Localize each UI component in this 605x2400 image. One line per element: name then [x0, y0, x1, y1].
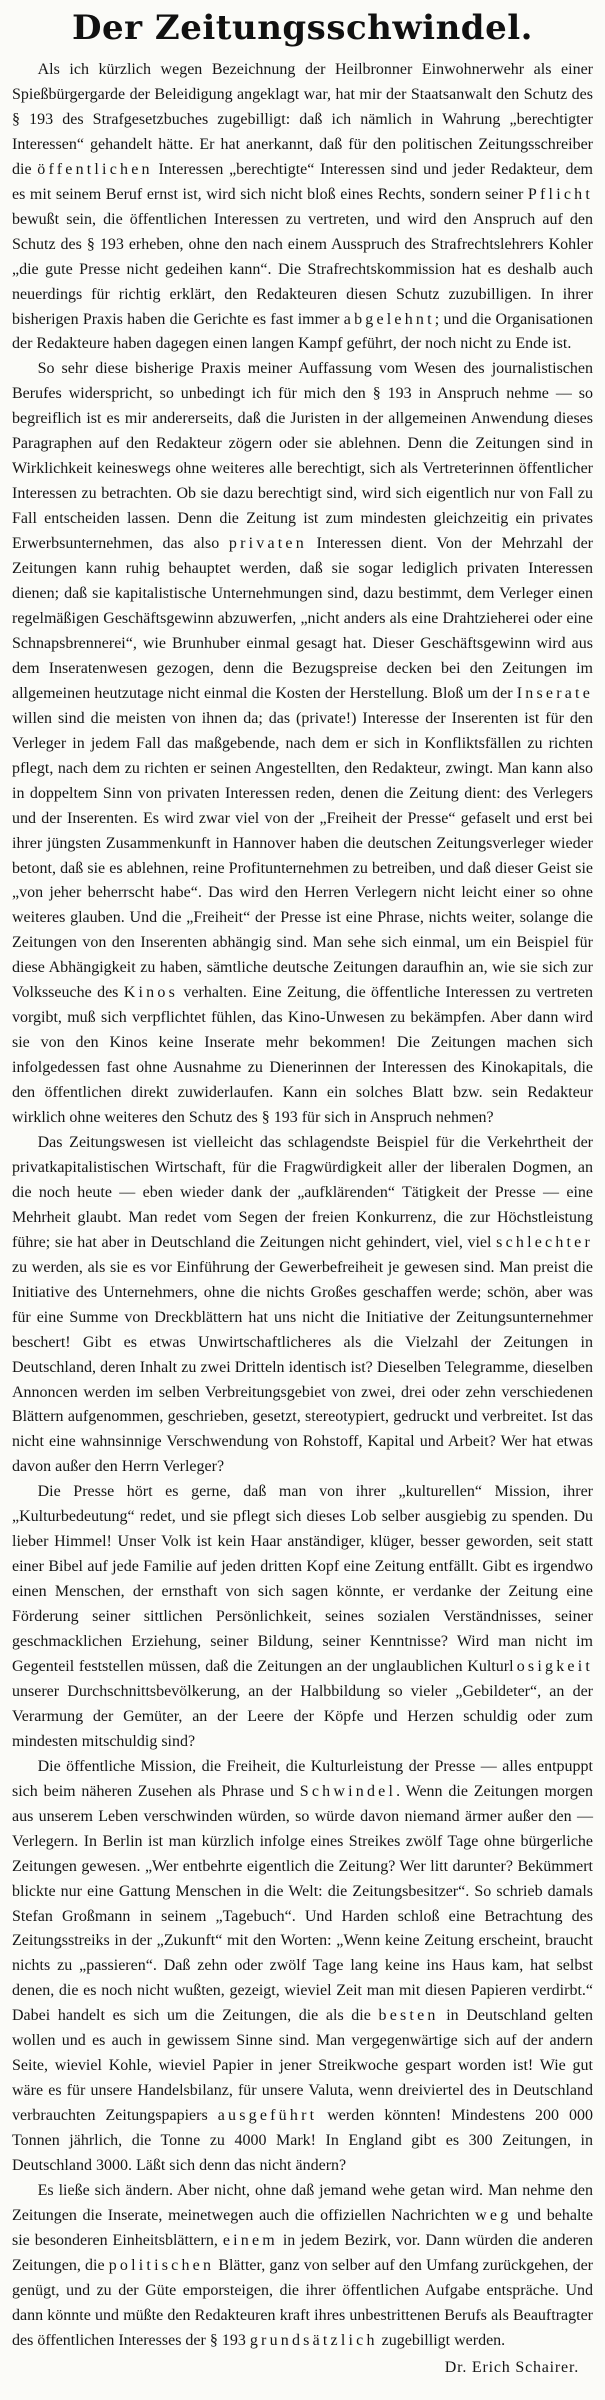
spaced-emphasis: Inserate [516, 684, 593, 702]
text-run: und behalte sie besonderen Einheitsblättern, [12, 2206, 593, 2249]
text-run: in jedem Bezirk, vor. Dann würden die anderen Zeitungen, die [12, 2231, 594, 2274]
spaced-emphasis: weg [475, 2206, 512, 2224]
spaced-emphasis: politischen [108, 2256, 215, 2274]
spaced-emphasis: abgelehnt [343, 310, 435, 328]
spaced-emphasis: ausgeführt [217, 2107, 318, 2125]
text-run: Die Presse hört es gerne, daß man von ihrer „kulturellen“ Mission, ihrer „Kulturbedeutung“ redet, und sie pflegt sich dieses Lob selber ausgiebig zu spenden. Du lieber Himmel! Unser Volk ist kein Haar anständiger, klüger, besser geworden, seit statt einer Bibel auf jede Familie auf jeden dritten Kopf eine Zeitung entfällt. Gibt es irgendwo einen Menschen, der ernsthaft von sich sagen könnte, er verdanke der Zeitung eine Förderung seiner sittlichen Persönlichkeit, seines sozialen Verständnisses, seiner geschmacklichen Erziehung, seiner Bildung, seiner Kenntnisse? Wird man nicht im Gegenteil feststellen müssen, daß die Zeitungen an der unglaublichen Kultur [12, 1483, 593, 1675]
article-column [12, 6, 593, 2381]
spaced-emphasis: losigkeit [509, 1658, 593, 1675]
article-paragraph [12, 357, 593, 1131]
spaced-emphasis: besten [378, 2007, 439, 2025]
spaced-emphasis: schlechter [496, 1233, 593, 1251]
article-paragraph [12, 1131, 593, 1480]
text-run: Die öffentliche Mission, die Freiheit, die Kulturleistung der Presse — alles entpuppt sich beim näheren Zusehen als Phrase und [12, 1757, 593, 1800]
text-run: zugebilligt werden. [377, 2331, 506, 2349]
text-run: verhalten. Eine Zeitung, die öffentliche Interessen zu vertreten vorgibt, muß sich verpflichtet fühlen, das Kino-Unwesen zu bekämpfen. Aber dann wird sie von den Kinos keine Inserate mehr bekommen! Die Zeitungen machen sich infolgedessen fast ohne Ausnahme zu Dienerinnen der Interessen des Kinokapitals, die den öffentlichen direkt zuwiderlaufen. Kann ein solches Blatt bzw. sein Redakteur wirklich ohne weiteres den Schutz des § 193 für sich in Anspruch nehmen? [12, 984, 593, 1127]
text-run: So sehr diese bisherige Praxis meiner Auffassung vom Wesen des journalistischen Berufes widerspricht, so unbedingt ich für mich den § 193 in Anspruch nehme — so begreiflich ist es mir andererseits, daß die Juristen in der allgemeinen Anwendung dieses Paragraphen auf den Redakteur zögern oder sie ablehnen. Denn die Zeitungen sind in Wirklichkeit keineswegs ohne weiteres alle berechtigt, sich als Vertreterinnen öffentlicher Interessen zu betrachten. Ob sie dazu berechtigt sind, wird sich eigentlich nur von Fall zu Fall entscheiden lassen. Denn die Zeitung ist zum mindesten gleichzeitig ein privates Erwerbsunternehmen, das also [12, 360, 593, 553]
text-run: Blätter, ganz von selber auf den Umfang zurückgehen, der genügt, und zu der Güte emporsteigen, die ihrer öffentlichen Aufgabe entspräche. Und dann könnte und müßte den Redakteuren kraft ihres unbestrittenen Berufs als Beauftragter des öffentlichen Interesses der § 193 [12, 2256, 593, 2349]
text-run: Interessen „berechtigte“ Interessen sind und jeder Redakteur, dem es mit seinem Beruf ernst ist, wird sich nicht bloß eines Rechts, sondern seiner [12, 160, 594, 203]
article-paragraph [12, 58, 593, 357]
article-paragraph [12, 1480, 593, 1754]
article-paragraph [12, 2179, 593, 2354]
text-run: Das Zeitungswesen ist vielleicht das schlagendste Beispiel für die Verkehrtheit der privatkapitalistischen Wirtschaft, für die Fragwürdigkeit aller der liberalen Dogmen, an die noch heute — eben wieder dank der „aufklärenden“ Tätigkeit der Presse — eine Mehrheit glaubt. Man redet vom Segen der freien Konkurrenz, die zur Höchstleistung führe; sie hat aber in Deutschland die Zeitungen nicht gehindert, viel, viel [12, 1133, 593, 1251]
spaced-emphasis: privaten [228, 535, 307, 553]
article-body [12, 58, 593, 2354]
text-run: unserer Durchschnittsbevölkerung, an der Halbbildung so vieler „Gebildeter“, an der Verarmung der Gemüter, an der Leere der Köpfe und Herzen schuldig oder zum mindesten mitschuldig sind? [12, 1682, 593, 1750]
text-run: willen sind die meisten von ihnen da; das (private!) Interesse der Inserenten ist für den Verleger in jedem Fall das maßgebende, nach dem er sich in Konfliktsfällen zu richten pflegt, nach dem zu richten er seinen Angestellten, den Redakteur, zwingt. Man kann also in doppeltem Sinn von privaten Interessen reden, denen die Zeitung dient: des Verlegers und der Inserenten. Es wird zwar viel von der „Freiheit der Presse“ gefaselt und erst bei ihrer jüngsten Zusammenkunft in Hannover haben die deutschen Zeitungsverleger wieder betont, daß sie es ablehnen, reine Profitunternehmen zu betreiben, und daß dieser Geist sie „von jeher beherrscht habe“. Das wird den Herren Verlegern nicht leicht einer so ohne weiteres glauben. Und die „Freiheit“ der Presse ist eine Phrase, nichts weiter, solange die Zeitungen von den Inserenten abhängig sind. Man sehe sich einmal, um ein Beispiel für diese Abhängigkeit zu haben, sämtliche deutsche Zeitungen daraufhin an, wie sie sich zur Volksseuche des [12, 709, 593, 1002]
spaced-emphasis: Kinos [123, 984, 179, 1002]
article-paragraph [12, 1755, 593, 2179]
article-title: Der Zeitungsschwindel. [72, 8, 533, 48]
text-run: werden könnten! Mindestens 200 000 Tonnen jährlich, die Tonne zu 4000 Mark! In England gibt es 300 Zeitungen, in Deutschland 3000. Läßt sich denn das nicht ändern? [12, 2107, 594, 2175]
text-run: Als ich kürzlich wegen Bezeichnung der Heilbronner Einwohnerwehr als einer Spießbürgergarde der Beleidigung angeklagt war, hat mir der Staatsanwalt den Schutz des § 193 des Strafgesetzbuches zugebilligt: daß ich nämlich in Wahrung „berechtigter Interessen“ gehandelt hätte. Er hat anerkannt, daß für den politischen Zeitungsschreiber die [12, 61, 593, 178]
text-run: Interessen dient. Von der Mehrzahl der Zeitungen kann ruhig behauptet werden, daß sie sogar lediglich privaten Interessen dienen; daß sie kapitalistische Unternehmungen sind, dazu bestimmt, dem Verleger einen regelmäßigen Geschäftsgewinn abzuwerfen, „nicht anders als eine Drahtzieherei oder eine Schnapsbrennerei“, wie Brunhuber einmal gesagt hat. Dieser Geschäftsgewinn wird aus dem Inseratenwesen gezogen, denn die Bezugspreise decken bei den Zeitungen im allgemeinen heutzutage nicht einmal die Kosten der Herstellung. Bloß um der [12, 535, 593, 702]
spaced-emphasis: Schwindel [299, 1782, 397, 1800]
spaced-emphasis: grundsätzlich [249, 2331, 378, 2349]
text-run: zu werden, als sie es vor Einführung der Gewerbefreiheit je gewesen sind. Man preist die Initiative des Unternehmers, ohne die nichts Großes geschaffen werde; schön, aber was für eine Summe von Dreckblättern hat uns nicht die Initiative der Zeitungsunternehmer beschert! Gibt es etwas Unwirtschaftlicheres als die Vielzahl der Zeitungen in Deutschland, deren Inhalt zu zwei Dritteln identisch ist? Dieselben Telegramme, dieselben Annoncen werden im selben Verbreitungsgebiet von zwei, drei oder zehn verschiedenen Blättern aufgenommen, geschrieben, gesetzt, stereotypiert, gedruckt und verbreitet. Ist das nicht eine wahnsinnige Verschwendung von Rohstoff, Kapital und Arbeit? Wer hat etwas davon außer den Herrn Verleger? [12, 1258, 593, 1476]
spaced-emphasis: einem [222, 2231, 278, 2249]
text-run: bewußt sein, die öffentlichen Interessen zu vertreten, und wird den Anspruch auf den Schutz des § 193 erheben, ohne den nach einem Ausspruch des Strafrechtslehrers Kohler „die gute Presse nicht gedeihen kann“. Die Strafrechtskommission hat es deshalb auch neuerdings für richtig erklärt, den Redakteuren diesen Schutz zuzubilligen. In ihrer bisherigen Praxis haben die Gerichte es fast immer [12, 210, 593, 328]
text-run: Es ließe sich ändern. Aber nicht, ohne daß jemand wehe getan wird. Man nehme den Zeitungen die Inserate, meinetwegen auch die offiziellen Nachrichten [12, 2182, 593, 2224]
author-signature: Dr. Erich Schairer. [444, 2358, 579, 2376]
text-run: in Deutschland gelten wollen und es auch in gewissem Sinne sind. Man vergegenwärtige sich auf der andern Seite, wieviel Kohle, wieviel Papier in jener Streikwoche gespart worden ist! Wie gut wäre es für unsere Handelsbilanz, für unsere Valuta, wenn dreiviertel des in Deutschland verbrauchten Zeitungspapiers [12, 2007, 594, 2125]
text-run: ; und die Organisationen der Redakteure haben dagegen einen langen Kampf geführt, der noch nicht zu Ende ist. [12, 310, 594, 353]
text-run: . Wenn die Zeitungen morgen aus unserem Leben verschwinden würden, so würde davon niemand ärmer außer den — Verlegern. In Berlin ist man kürzlich infolge eines Streikes zwölf Tage ohne bürgerliche Zeitungen gewesen. „Wer entbehrte eigentlich die Zeitung? Wer litt darunter? Bekümmert blickte nur eine Gattung Menschen in die Welt: die Zeitungsbesitzer“. So schrieb damals Stefan Großmann in seinem „Tagebuch“. Und Harden schloß eine Betrachtung des Zeitungsstreiks in der „Zukunft“ mit den Worten: „Wenn keine Zeitung erscheint, braucht nichts zu „passieren“. Daß zehn oder zwölf Tage lang keine ins Haus kam, hat selbst denen, die es noch nicht wußten, gezeigt, wieviel Zeit man mit diesen Papieren verdirbt.“ Dabei handelt es sich um die Zeitungen, die als die [12, 1782, 594, 2025]
spaced-emphasis: Pflicht [527, 185, 593, 203]
spaced-emphasis: öffentlichen [37, 160, 153, 178]
